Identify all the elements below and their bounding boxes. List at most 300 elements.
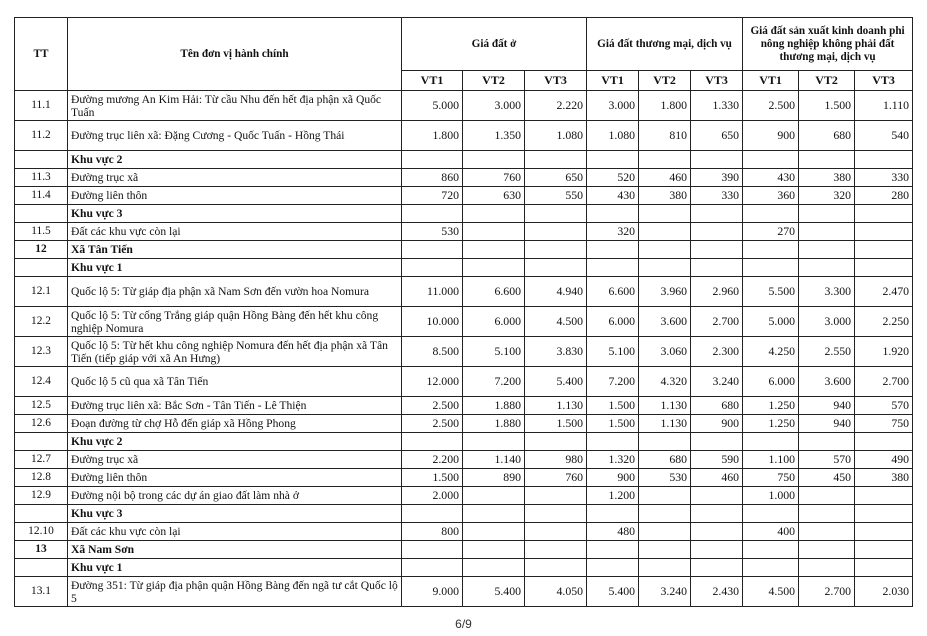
price-cell bbox=[402, 559, 463, 577]
price-cell: 320 bbox=[587, 223, 639, 241]
price-cell: 900 bbox=[587, 469, 639, 487]
table-row bbox=[15, 169, 913, 187]
price-cell: 530 bbox=[402, 223, 463, 241]
price-cell bbox=[799, 223, 855, 241]
price-cell: 9.000 bbox=[402, 577, 463, 607]
price-cell: 680 bbox=[799, 121, 855, 151]
price-cell: 1.800 bbox=[639, 91, 691, 121]
header-position: VT3 bbox=[691, 71, 743, 91]
row-number: 12.6 bbox=[15, 415, 68, 433]
price-cell: 520 bbox=[587, 169, 639, 187]
row-number bbox=[15, 433, 68, 451]
row-number: 13 bbox=[15, 541, 68, 559]
price-cell: 6.600 bbox=[587, 277, 639, 307]
price-cell: 6.000 bbox=[463, 307, 525, 337]
row-number bbox=[15, 505, 68, 523]
price-cell: 650 bbox=[525, 169, 587, 187]
row-name: Đường liên thôn bbox=[68, 187, 402, 205]
price-cell: 330 bbox=[855, 169, 913, 187]
row-name: Đoạn đường từ chợ Hỗ đến giáp xã Hồng Phong bbox=[68, 415, 402, 433]
price-cell: 430 bbox=[743, 169, 799, 187]
price-cell bbox=[691, 151, 743, 169]
table-row bbox=[15, 505, 913, 523]
price-cell: 750 bbox=[743, 469, 799, 487]
header-position: VT1 bbox=[743, 71, 799, 91]
price-cell: 5.000 bbox=[402, 91, 463, 121]
price-cell bbox=[639, 559, 691, 577]
row-number: 12.8 bbox=[15, 469, 68, 487]
price-cell: 2.030 bbox=[855, 577, 913, 607]
price-cell bbox=[855, 151, 913, 169]
price-cell: 6.600 bbox=[463, 277, 525, 307]
price-cell bbox=[463, 487, 525, 505]
price-cell bbox=[743, 541, 799, 559]
land-price-table bbox=[14, 17, 913, 607]
price-cell: 3.300 bbox=[799, 277, 855, 307]
price-cell bbox=[639, 259, 691, 277]
price-cell bbox=[587, 241, 639, 259]
price-cell: 5.500 bbox=[743, 277, 799, 307]
price-cell bbox=[402, 241, 463, 259]
price-cell bbox=[743, 241, 799, 259]
price-cell: 10.000 bbox=[402, 307, 463, 337]
price-cell bbox=[799, 241, 855, 259]
page-number: 6/9 bbox=[455, 617, 472, 631]
row-number: 11.3 bbox=[15, 169, 68, 187]
price-cell: 940 bbox=[799, 415, 855, 433]
table-row bbox=[15, 577, 913, 607]
price-cell bbox=[525, 433, 587, 451]
price-cell bbox=[402, 259, 463, 277]
row-number: 11.1 bbox=[15, 91, 68, 121]
price-cell: 1.110 bbox=[855, 91, 913, 121]
price-cell: 760 bbox=[463, 169, 525, 187]
price-cell: 550 bbox=[525, 187, 587, 205]
price-cell bbox=[639, 541, 691, 559]
price-cell bbox=[855, 487, 913, 505]
row-number: 12.10 bbox=[15, 523, 68, 541]
price-cell: 2.250 bbox=[855, 307, 913, 337]
price-cell: 460 bbox=[691, 469, 743, 487]
price-cell bbox=[587, 151, 639, 169]
price-cell: 570 bbox=[855, 397, 913, 415]
table-row bbox=[15, 259, 913, 277]
price-cell: 760 bbox=[525, 469, 587, 487]
price-cell: 1.880 bbox=[463, 415, 525, 433]
header-tt: TT bbox=[15, 18, 68, 91]
row-name: Đất các khu vực còn lại bbox=[68, 223, 402, 241]
price-cell: 4.500 bbox=[525, 307, 587, 337]
price-cell: 3.960 bbox=[639, 277, 691, 307]
row-number: 11.4 bbox=[15, 187, 68, 205]
price-cell bbox=[855, 541, 913, 559]
price-cell: 1.500 bbox=[525, 415, 587, 433]
price-cell: 1.130 bbox=[525, 397, 587, 415]
price-cell: 480 bbox=[587, 523, 639, 541]
price-cell bbox=[743, 259, 799, 277]
price-cell: 5.400 bbox=[587, 577, 639, 607]
price-cell bbox=[799, 523, 855, 541]
row-name: Khu vực 1 bbox=[68, 559, 402, 577]
row-name: Đường mương An Kim Hải: Từ cầu Nhu đến hết địa phận xã Quốc Tuấn bbox=[68, 91, 402, 121]
header-position: VT1 bbox=[402, 71, 463, 91]
price-cell: 4.500 bbox=[743, 577, 799, 607]
price-cell: 5.100 bbox=[587, 337, 639, 367]
price-cell: 5.400 bbox=[525, 367, 587, 397]
table-row bbox=[15, 523, 913, 541]
price-cell bbox=[525, 151, 587, 169]
row-number: 12.2 bbox=[15, 307, 68, 337]
table-row bbox=[15, 307, 913, 337]
price-cell: 1.100 bbox=[743, 451, 799, 469]
price-cell bbox=[855, 559, 913, 577]
table-row bbox=[15, 541, 913, 559]
price-cell bbox=[525, 505, 587, 523]
price-cell: 380 bbox=[855, 469, 913, 487]
row-number bbox=[15, 259, 68, 277]
price-cell bbox=[799, 541, 855, 559]
price-cell bbox=[525, 259, 587, 277]
price-cell bbox=[402, 205, 463, 223]
price-cell bbox=[463, 151, 525, 169]
price-cell bbox=[525, 487, 587, 505]
price-cell: 3.000 bbox=[799, 307, 855, 337]
price-cell: 5.000 bbox=[743, 307, 799, 337]
row-name: Đường trục xã bbox=[68, 451, 402, 469]
price-cell: 2.700 bbox=[691, 307, 743, 337]
price-cell bbox=[525, 205, 587, 223]
price-cell bbox=[639, 433, 691, 451]
header-position: VT2 bbox=[463, 71, 525, 91]
price-cell bbox=[463, 559, 525, 577]
price-cell bbox=[855, 259, 913, 277]
price-cell: 2.500 bbox=[743, 91, 799, 121]
price-cell: 1.200 bbox=[587, 487, 639, 505]
price-cell: 630 bbox=[463, 187, 525, 205]
price-cell bbox=[691, 541, 743, 559]
price-cell bbox=[743, 151, 799, 169]
price-cell: 2.960 bbox=[691, 277, 743, 307]
price-cell: 320 bbox=[799, 187, 855, 205]
price-cell bbox=[691, 505, 743, 523]
price-cell: 12.000 bbox=[402, 367, 463, 397]
table-row bbox=[15, 241, 913, 259]
table-row bbox=[15, 487, 913, 505]
price-cell: 4.940 bbox=[525, 277, 587, 307]
row-name: Quốc lộ 5: Từ cống Trắng giáp quận Hồng Bàng đến hết khu công nghiệp Nomura bbox=[68, 307, 402, 337]
price-cell: 11.000 bbox=[402, 277, 463, 307]
header-row-main bbox=[15, 18, 913, 71]
price-cell bbox=[799, 259, 855, 277]
price-cell: 900 bbox=[691, 415, 743, 433]
table-row bbox=[15, 151, 913, 169]
row-number: 12.9 bbox=[15, 487, 68, 505]
price-cell bbox=[463, 223, 525, 241]
price-cell: 270 bbox=[743, 223, 799, 241]
price-cell bbox=[639, 505, 691, 523]
row-name: Đường trục liên xã: Bắc Sơn - Tân Tiến - Lê Thiện bbox=[68, 397, 402, 415]
price-cell bbox=[799, 433, 855, 451]
price-cell: 2.700 bbox=[799, 577, 855, 607]
row-name: Quốc lộ 5: Từ hết khu công nghiệp Nomura đến hết địa phận xã Tân Tiến (tiếp giáp với xã An Hưng) bbox=[68, 337, 402, 367]
price-cell bbox=[691, 205, 743, 223]
table-body bbox=[15, 91, 913, 607]
price-cell: 1.920 bbox=[855, 337, 913, 367]
price-cell: 2.700 bbox=[855, 367, 913, 397]
price-cell: 3.600 bbox=[799, 367, 855, 397]
price-cell bbox=[743, 559, 799, 577]
price-cell: 650 bbox=[691, 121, 743, 151]
row-name: Xã Tân Tiến bbox=[68, 241, 402, 259]
price-cell: 570 bbox=[799, 451, 855, 469]
price-cell: 4.320 bbox=[639, 367, 691, 397]
table-row bbox=[15, 559, 913, 577]
price-cell bbox=[639, 151, 691, 169]
header-position: VT3 bbox=[855, 71, 913, 91]
price-cell bbox=[587, 205, 639, 223]
price-cell: 540 bbox=[855, 121, 913, 151]
price-cell bbox=[855, 505, 913, 523]
price-cell: 2.220 bbox=[525, 91, 587, 121]
price-cell bbox=[855, 433, 913, 451]
price-cell bbox=[639, 205, 691, 223]
price-cell: 1.500 bbox=[587, 397, 639, 415]
price-cell bbox=[743, 433, 799, 451]
price-cell bbox=[525, 223, 587, 241]
row-name: Xã Nam Sơn bbox=[68, 541, 402, 559]
price-cell bbox=[587, 259, 639, 277]
row-number bbox=[15, 151, 68, 169]
table-row bbox=[15, 337, 913, 367]
row-number: 12.4 bbox=[15, 367, 68, 397]
price-cell: 2.470 bbox=[855, 277, 913, 307]
table-row bbox=[15, 451, 913, 469]
table-row bbox=[15, 415, 913, 433]
price-cell bbox=[799, 151, 855, 169]
row-name: Khu vực 2 bbox=[68, 433, 402, 451]
price-cell: 450 bbox=[799, 469, 855, 487]
price-cell: 3.600 bbox=[639, 307, 691, 337]
price-cell: 810 bbox=[639, 121, 691, 151]
row-number: 11.5 bbox=[15, 223, 68, 241]
price-cell: 7.200 bbox=[463, 367, 525, 397]
price-cell bbox=[799, 205, 855, 223]
price-cell bbox=[587, 433, 639, 451]
price-cell bbox=[743, 205, 799, 223]
row-number: 12.7 bbox=[15, 451, 68, 469]
price-cell: 1.250 bbox=[743, 397, 799, 415]
row-number: 12.3 bbox=[15, 337, 68, 367]
price-cell bbox=[402, 505, 463, 523]
row-number: 12.5 bbox=[15, 397, 68, 415]
header-nonagri-business: Giá đất sản xuất kinh doanh phi nông nghiệp không phải đất thương mại, dịch vụ bbox=[743, 18, 913, 71]
price-cell: 680 bbox=[639, 451, 691, 469]
price-cell: 6.000 bbox=[743, 367, 799, 397]
price-cell bbox=[691, 259, 743, 277]
price-cell: 1.500 bbox=[402, 469, 463, 487]
table-row bbox=[15, 277, 913, 307]
price-cell: 430 bbox=[587, 187, 639, 205]
price-cell bbox=[639, 523, 691, 541]
price-cell bbox=[639, 223, 691, 241]
price-cell: 900 bbox=[743, 121, 799, 151]
row-name: Đường trục liên xã: Đặng Cương - Quốc Tuấn - Hồng Thái bbox=[68, 121, 402, 151]
price-cell bbox=[525, 523, 587, 541]
price-cell bbox=[525, 541, 587, 559]
price-cell bbox=[587, 505, 639, 523]
price-cell bbox=[402, 151, 463, 169]
header-position: VT2 bbox=[799, 71, 855, 91]
price-cell bbox=[587, 559, 639, 577]
price-cell: 2.300 bbox=[691, 337, 743, 367]
price-cell bbox=[855, 523, 913, 541]
price-cell bbox=[525, 559, 587, 577]
price-cell: 1.320 bbox=[587, 451, 639, 469]
row-number: 13.1 bbox=[15, 577, 68, 607]
row-name: Khu vực 1 bbox=[68, 259, 402, 277]
price-cell: 2.550 bbox=[799, 337, 855, 367]
price-cell: 4.250 bbox=[743, 337, 799, 367]
price-cell bbox=[743, 505, 799, 523]
price-cell bbox=[639, 241, 691, 259]
price-cell bbox=[402, 433, 463, 451]
price-cell: 4.050 bbox=[525, 577, 587, 607]
header-position: VT2 bbox=[639, 71, 691, 91]
price-cell: 3.000 bbox=[587, 91, 639, 121]
price-cell: 1.140 bbox=[463, 451, 525, 469]
price-cell: 750 bbox=[855, 415, 913, 433]
price-cell: 1.500 bbox=[587, 415, 639, 433]
price-cell bbox=[799, 505, 855, 523]
price-cell: 1.130 bbox=[639, 397, 691, 415]
row-name: Đường liên thôn bbox=[68, 469, 402, 487]
price-cell: 330 bbox=[691, 187, 743, 205]
price-cell: 380 bbox=[799, 169, 855, 187]
header-residential: Giá đất ở bbox=[402, 18, 587, 71]
price-cell: 3.830 bbox=[525, 337, 587, 367]
table-row bbox=[15, 187, 913, 205]
price-cell: 5.100 bbox=[463, 337, 525, 367]
row-name: Quốc lộ 5: Từ giáp địa phận xã Nam Sơn đến vườn hoa Nomura bbox=[68, 277, 402, 307]
row-name: Đất các khu vực còn lại bbox=[68, 523, 402, 541]
price-cell bbox=[587, 541, 639, 559]
price-cell bbox=[463, 523, 525, 541]
price-cell bbox=[799, 559, 855, 577]
row-name: Khu vực 3 bbox=[68, 205, 402, 223]
price-cell: 3.240 bbox=[691, 367, 743, 397]
price-cell: 2.500 bbox=[402, 415, 463, 433]
row-name: Đường trục xã bbox=[68, 169, 402, 187]
price-cell: 940 bbox=[799, 397, 855, 415]
price-cell bbox=[463, 505, 525, 523]
row-name: Quốc lộ 5 cũ qua xã Tân Tiến bbox=[68, 367, 402, 397]
table-row bbox=[15, 433, 913, 451]
row-name: Đường nội bộ trong các dự án giao đất làm nhà ở bbox=[68, 487, 402, 505]
row-number: 12.1 bbox=[15, 277, 68, 307]
price-cell bbox=[691, 487, 743, 505]
price-cell: 1.080 bbox=[587, 121, 639, 151]
price-cell: 6.000 bbox=[587, 307, 639, 337]
price-cell: 380 bbox=[639, 187, 691, 205]
price-cell: 2.430 bbox=[691, 577, 743, 607]
price-cell: 680 bbox=[691, 397, 743, 415]
price-cell: 980 bbox=[525, 451, 587, 469]
price-cell: 400 bbox=[743, 523, 799, 541]
row-name: Đường 351: Từ giáp địa phận quận Hồng Bàng đến ngã tư cắt Quốc lộ 5 bbox=[68, 577, 402, 607]
price-cell: 3.000 bbox=[463, 91, 525, 121]
price-cell: 1.330 bbox=[691, 91, 743, 121]
row-number bbox=[15, 205, 68, 223]
price-cell: 590 bbox=[691, 451, 743, 469]
price-cell: 3.060 bbox=[639, 337, 691, 367]
price-cell bbox=[691, 241, 743, 259]
price-cell bbox=[691, 223, 743, 241]
price-cell: 530 bbox=[639, 469, 691, 487]
price-cell: 2.000 bbox=[402, 487, 463, 505]
price-cell bbox=[691, 559, 743, 577]
price-cell bbox=[463, 259, 525, 277]
price-cell bbox=[799, 487, 855, 505]
price-cell: 1.350 bbox=[463, 121, 525, 151]
price-cell: 1.880 bbox=[463, 397, 525, 415]
price-cell: 800 bbox=[402, 523, 463, 541]
price-cell bbox=[691, 433, 743, 451]
row-name: Khu vực 3 bbox=[68, 505, 402, 523]
price-cell: 490 bbox=[855, 451, 913, 469]
price-cell: 390 bbox=[691, 169, 743, 187]
row-name: Khu vực 2 bbox=[68, 151, 402, 169]
header-commercial: Giá đất thương mại, dịch vụ bbox=[587, 18, 743, 71]
price-cell: 1.800 bbox=[402, 121, 463, 151]
price-cell: 890 bbox=[463, 469, 525, 487]
price-cell: 1.250 bbox=[743, 415, 799, 433]
price-cell bbox=[855, 205, 913, 223]
table-row bbox=[15, 205, 913, 223]
price-cell: 720 bbox=[402, 187, 463, 205]
table-row bbox=[15, 469, 913, 487]
price-cell bbox=[463, 541, 525, 559]
price-cell: 360 bbox=[743, 187, 799, 205]
price-cell bbox=[691, 523, 743, 541]
price-cell bbox=[855, 223, 913, 241]
table-row bbox=[15, 91, 913, 121]
header-position: VT1 bbox=[587, 71, 639, 91]
price-cell: 460 bbox=[639, 169, 691, 187]
row-number: 11.2 bbox=[15, 121, 68, 151]
table-row bbox=[15, 121, 913, 151]
table-row bbox=[15, 223, 913, 241]
price-cell: 1.080 bbox=[525, 121, 587, 151]
header-position: VT3 bbox=[525, 71, 587, 91]
price-cell: 7.200 bbox=[587, 367, 639, 397]
price-cell: 2.200 bbox=[402, 451, 463, 469]
table-row bbox=[15, 367, 913, 397]
price-cell bbox=[463, 241, 525, 259]
price-cell: 2.500 bbox=[402, 397, 463, 415]
price-cell: 280 bbox=[855, 187, 913, 205]
table-row bbox=[15, 397, 913, 415]
price-cell: 1.130 bbox=[639, 415, 691, 433]
price-cell bbox=[463, 205, 525, 223]
price-cell: 860 bbox=[402, 169, 463, 187]
price-cell: 1.000 bbox=[743, 487, 799, 505]
row-number bbox=[15, 559, 68, 577]
price-cell bbox=[463, 433, 525, 451]
row-number: 12 bbox=[15, 241, 68, 259]
price-cell: 8.500 bbox=[402, 337, 463, 367]
price-cell: 1.500 bbox=[799, 91, 855, 121]
price-cell: 3.240 bbox=[639, 577, 691, 607]
